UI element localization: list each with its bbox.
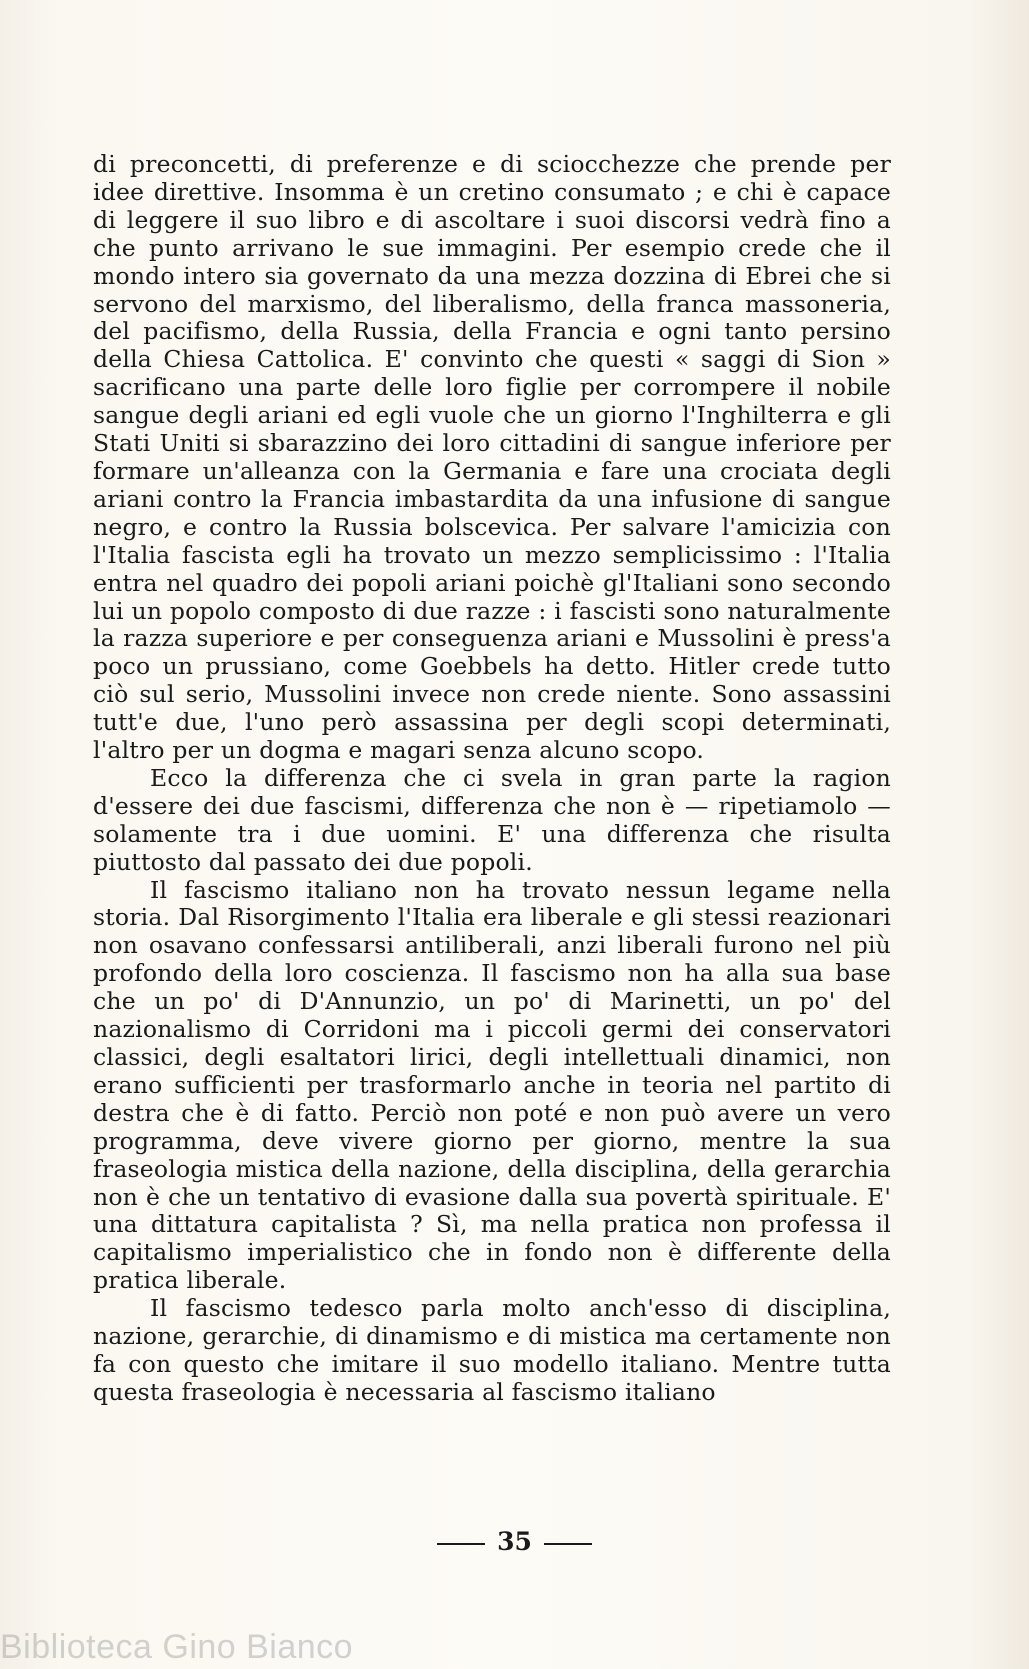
paragraph-2: Ecco la differenza che ci svela in gran parte la ragion d'essere dei due fascismi, differenza che non è — ripetiamolo — solamente tra i due uomini. E' una differenza che risulta piuttosto dal passato dei due popoli. (93, 763, 891, 876)
page-number: 35 (497, 1527, 532, 1556)
body-text (93, 151, 891, 1407)
page-number-footer (0, 1527, 1029, 1556)
library-watermark: Biblioteca Gino Bianco (0, 1628, 354, 1666)
paragraph-3: Il fascismo italiano non ha trovato nessun legame nella storia. Dal Risorgimento l'Italia era liberale e gli stessi reazionari non osavano confessarsi antiliberali, anzi liberali furono nel più profondo della loro coscienza. Il fascismo non ha alla sua base che un po' di D'Annunzio, un po' di Marinetti, un po' del nazionalismo di Corridoni ma i piccoli germi dei conservatori classici, degli esaltatori lirici, degli intellettuali dinamici, non erano sufficienti per trasformarlo anche in teoria nel partito di destra che è di fatto. Perciò non poté e non può avere un vero programma, deve vivere giorno per giorno, mentre la sua fraseologia mistica della nazione, della disciplina, della gerarchia non è che un tentativo di evasione dalla sua povertà spirituale. E' una dittatura capitalista ? Sì, ma nella pratica non professa il capitalismo imperialistico che in fondo non è differente della pratica liberale. (93, 875, 891, 1295)
left-dash (437, 1543, 485, 1545)
paragraph-4: Il fascismo tedesco parla molto anch'esso di disciplina, nazione, gerarchie, di dinamismo e di mistica ma certamente non fa con questo che imitare il suo modello italiano. Mentre tutta questa fraseologia è necessaria al fascismo italiano (93, 1294, 891, 1406)
right-dash (544, 1543, 592, 1545)
paragraph-1: di preconcetti, di preferenze e di sciocchezze che prende per idee direttive. Insomma è un cretino consumato ; e chi è capace di leggere il suo libro e di ascoltare i suoi discorsi vedrà fino a che punto arrivano le sue immagini. Per esempio crede che il mondo intero sia governato da una mezza dozzina di Ebrei che si servono del marxismo, del liberalismo, della franca massoneria, del pacifismo, della Russia, della Francia e ogni tanto persino della Chiesa Cattolica. E' convinto che questi « saggi di Sion » sacrificano una parte delle loro figlie per corrompere il nobile sangue degli ariani ed egli vuole che un giorno l'Inghilterra e gli Stati Uniti si sbarazzino dei loro cittadini di sangue inferiore per formare un'alleanza con la Germania e fare una crociata degli ariani contro la Francia imbastardita da una infusione di sangue negro, e contro la Russia bolscevica. Per salvare l'amicizia con l'Italia fascista egli ha trovato un mezzo semplicissimo : l'Italia entra nel quadro dei popoli ariani poichè gl'Italiani sono secondo lui un popolo composto di due razze : i fascisti sono naturalmente la razza superiore e per conseguenza ariani e Mussolini è press'a poco un prussiano, come Goebbels ha detto. Hitler crede tutto ciò sul serio, Mussolini invece non crede niente. Sono assassini tutt'e due, l'uno però assassina per degli scopi determinati, l'altro per un dogma e magari senza alcuno scopo. (93, 150, 891, 765)
